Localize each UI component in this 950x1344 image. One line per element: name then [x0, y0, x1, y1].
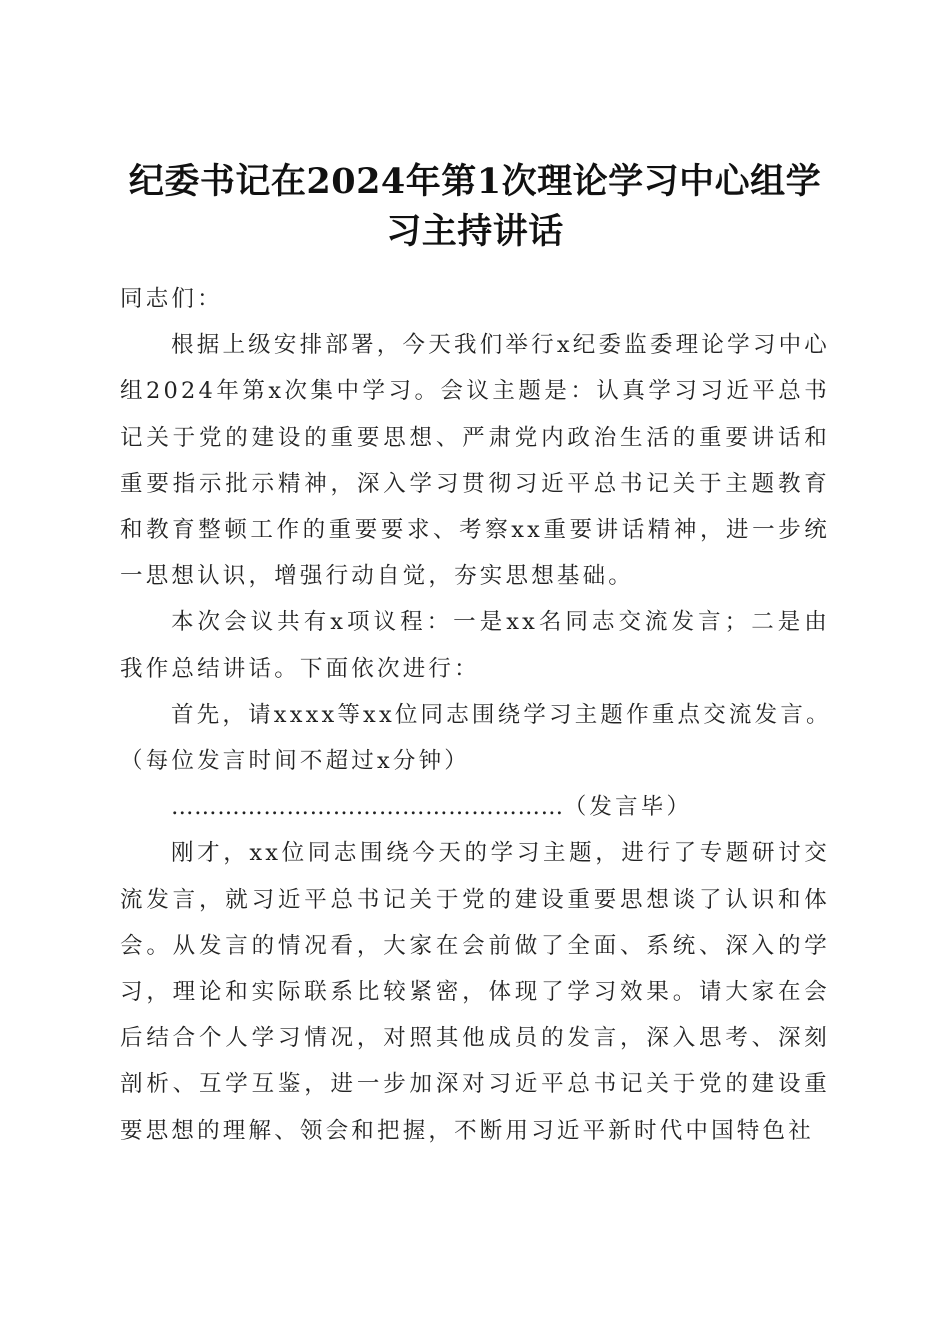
title-line-2: 习主持讲话	[386, 211, 564, 253]
speech-end-line	[120, 784, 830, 830]
document-body	[120, 276, 830, 1154]
paragraph-first-item: 首先，请xxxx等xx位同志围绕学习主题作重点交流发言。	[171, 701, 832, 728]
paragraph-opening: 根据上级安排部署，今天我们举行x纪委监委理论学习中心组2024年第x次集中学习。会议主题是：认真学习习近平总书记关于党的建设的重要思想、严肃党内政治生活的重要讲话和重要指示批示精神，深入学习贯彻习近平总书记关于主题教育和教育整顿工作的重要要求、考察xx重要讲话精神，进一步统一思想认识，增强行动自觉，夯实思想基础。	[120, 332, 830, 590]
paragraph-time-note: （每位发言时间不超过x分钟）	[120, 748, 470, 775]
salutation: 同志们：	[120, 286, 223, 312]
title-line-1: 纪委书记在2024年第1次理论学习中心组学	[128, 161, 822, 203]
speech-end-label: （发言毕）	[563, 794, 693, 821]
page-title	[100, 157, 850, 257]
paragraph-closing: 刚才，xx位同志围绕今天的学习主题，进行了专题研讨交流发言，就习近平总书记关于党的建设重要思想谈了认识和体会。从发言的情况看，大家在会前做了全面、系统、深入的学习，理论和实际联系比较紧密，体现了学习效果。请大家在会后结合个人学习情况，对照其他成员的发言，深入思考、深刻剖析、互学互鉴，进一步加深对习近平总书记关于党的建设重要思想的理解、领会和把握，不断用习近平新时代中国特色社	[120, 840, 830, 1144]
paragraph-agenda: 本次会议共有x项议程：一是xx名同志交流发言；二是由我作总结讲话。下面依次进行：	[120, 609, 830, 682]
dot-leader: ……………………………………………	[171, 794, 564, 821]
